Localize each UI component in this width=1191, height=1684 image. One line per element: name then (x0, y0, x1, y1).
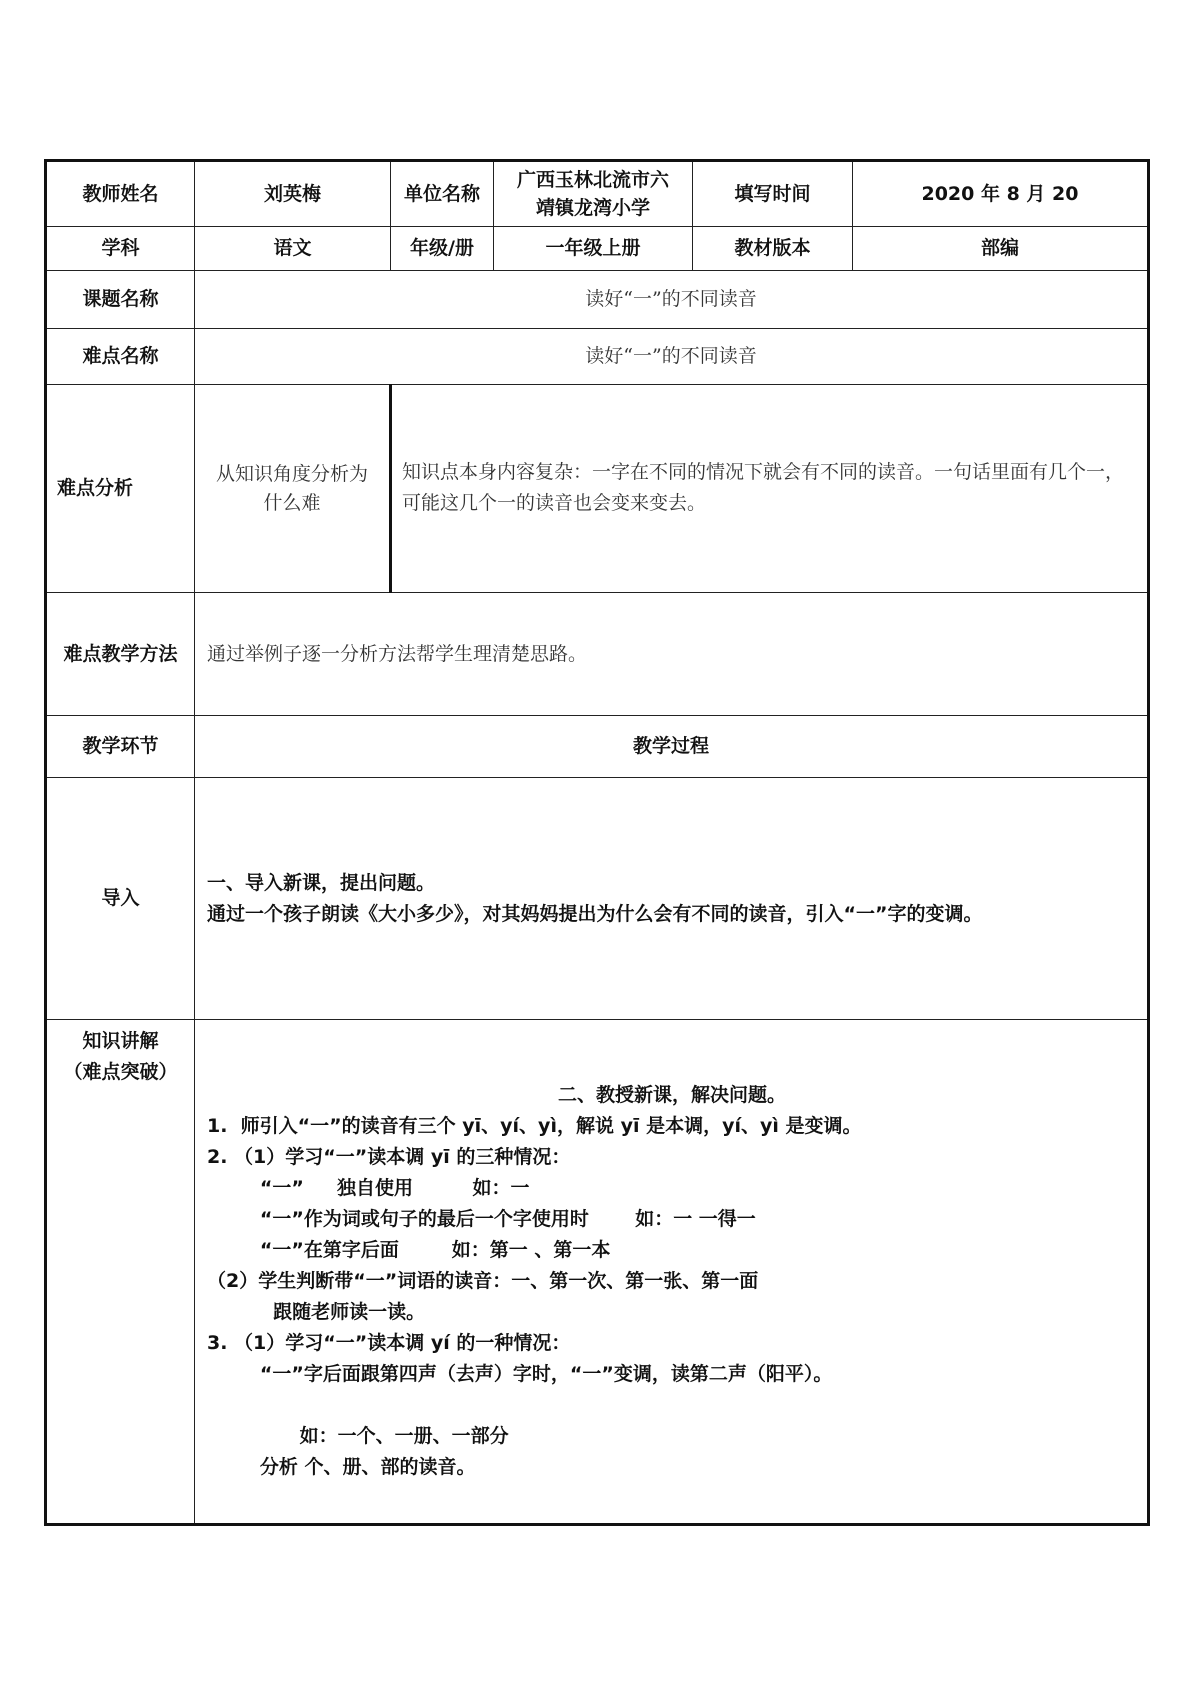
edition-label: 教材版本 (693, 227, 853, 271)
teacher-info-row (46, 161, 1149, 227)
unit-name-line-1: 广西玉林北流市六 (516, 168, 669, 191)
explain-line: 跟随老师读一读。 (207, 1301, 426, 1323)
explain-line: （2）学生判断带“一”词语的读音：一、第一次、第一张、第一面 (207, 1270, 759, 1292)
difficulty-value: 读好“一”的不同读音 (195, 329, 1149, 385)
method-row (46, 593, 1149, 716)
grade-label: 年级/册 (391, 227, 494, 271)
lesson-plan-table (44, 159, 1150, 1526)
explain-label-line-1: 知识讲解 (82, 1030, 159, 1052)
explain-label-line-2: （难点突破） (63, 1061, 178, 1083)
grade-value: 一年级上册 (494, 227, 693, 271)
intro-line-1: 一、导入新课，提出问题。 (207, 871, 436, 894)
method-label: 难点教学方法 (46, 593, 195, 716)
topic-label: 课题名称 (46, 271, 195, 329)
analysis-angle-line-1: 从知识角度分析为 (215, 463, 368, 485)
unit-name-label: 单位名称 (391, 161, 494, 227)
subject-label: 学科 (46, 227, 195, 271)
explain-row (46, 1020, 1149, 1525)
difficulty-row (46, 329, 1149, 385)
intro-line-2: 通过一个孩子朗读《大小多少》，对其妈妈提出为什么会有不同的读音，引入“一”字的变调。 (207, 902, 983, 925)
edition-value: 部编 (853, 227, 1149, 271)
topic-value: 读好“一”的不同读音 (195, 271, 1149, 329)
explain-line: 如：一个、一册、一部分 (207, 1425, 509, 1447)
explain-line (207, 1390, 1137, 1421)
explain-line: 分析 个、册、部的读音。 (207, 1456, 476, 1478)
topic-row (46, 271, 1149, 329)
analysis-angle-line-2: 什么难 (263, 491, 321, 514)
explain-line: “一”字后面跟第四声（去声）字时，“一”变调，读第二声（阳平）。 (207, 1363, 833, 1385)
explain-line: 2. （1）学习“一”读本调 yī 的三种情况： (207, 1146, 571, 1168)
stage-header-label: 教学环节 (46, 716, 195, 778)
unit-name-line-2: 靖镇龙湾小学 (535, 197, 650, 219)
process-header-row (46, 716, 1149, 778)
fill-date-label: 填写时间 (693, 161, 853, 227)
analysis-label: 难点分析 (46, 385, 195, 593)
explain-line: “一”作为词或句子的最后一个字使用时 如：一 一得一 (207, 1208, 756, 1230)
unit-name-value (494, 161, 693, 227)
explain-content (195, 1020, 1149, 1525)
analysis-content: 知识点本身内容复杂：一字在不同的情况下就会有不同的读音。一句话里面有几个一，可能这几个一的读音也会变来变去。 (391, 385, 1149, 593)
teacher-name-label: 教师姓名 (46, 161, 195, 227)
analysis-angle (195, 385, 391, 593)
teacher-name-value: 刘英梅 (195, 161, 391, 227)
fill-date-value: 2020 年 8 月 20 (853, 161, 1149, 227)
explain-label (46, 1020, 195, 1525)
explain-line: 1. 师引入“一”的读音有三个 yī、yí、yì，解说 yī 是本调，yí、yì 是变调。 (207, 1115, 862, 1137)
explain-line: “一”在第字后面 如：第一 、第一本 (207, 1239, 611, 1261)
method-content: 通过举例子逐一分析方法帮学生理清楚思路。 (195, 593, 1149, 716)
explain-line: “一” 独自使用 如：一 (207, 1177, 530, 1199)
difficulty-label: 难点名称 (46, 329, 195, 385)
analysis-row (46, 385, 1149, 593)
explain-line: 3. （1）学习“一”读本调 yí 的一种情况： (207, 1332, 571, 1354)
process-header-label: 教学过程 (195, 716, 1149, 778)
intro-content (195, 778, 1149, 1020)
course-info-row (46, 227, 1149, 271)
intro-label: 导入 (46, 778, 195, 1020)
intro-row (46, 778, 1149, 1020)
explain-title: 二、教授新课，解决问题。 (557, 1084, 786, 1106)
subject-value: 语文 (195, 227, 391, 271)
